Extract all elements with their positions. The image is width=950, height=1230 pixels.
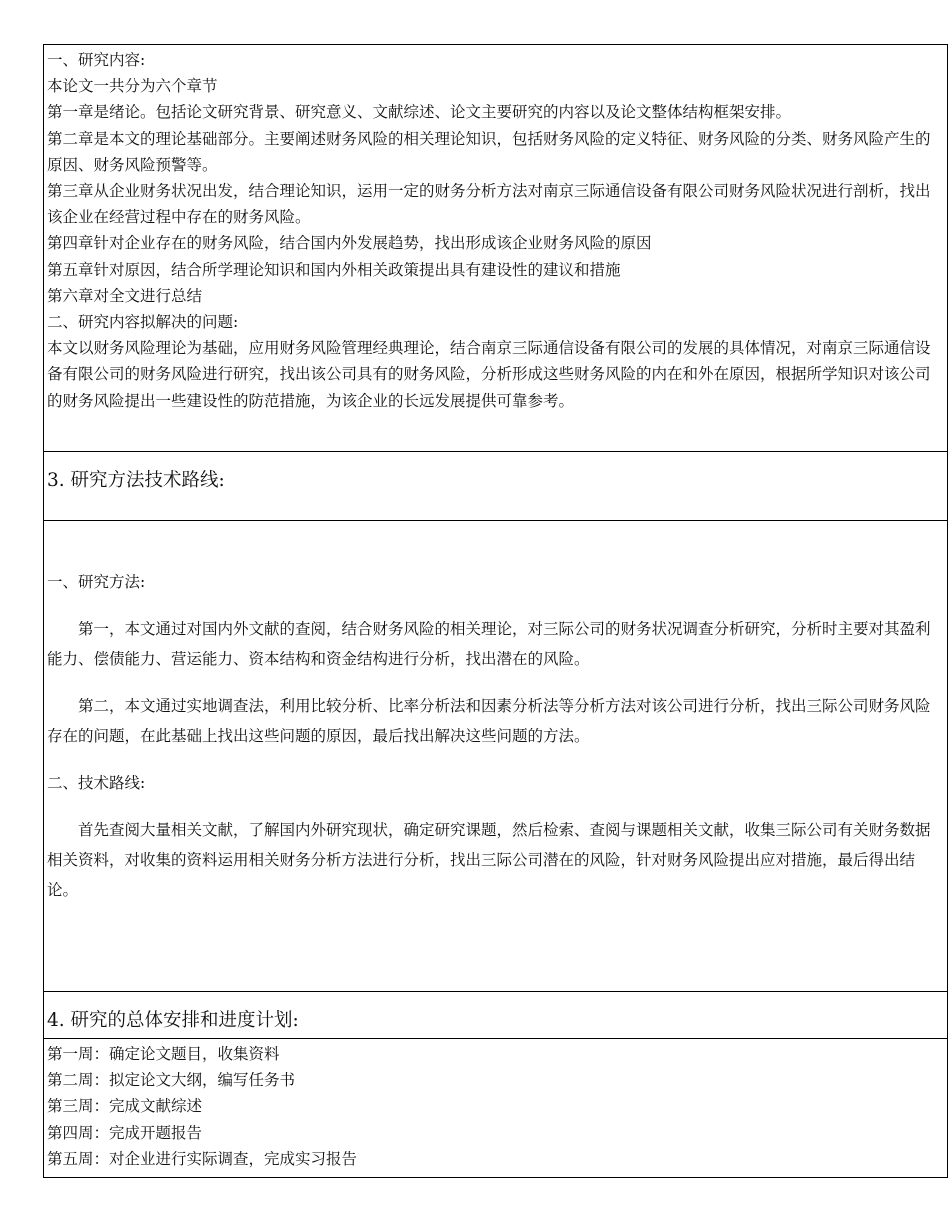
chapter-1: 第一章是绪论。包括论文研究背景、研究意义、文献综述、论文主要研究的内容以及论文整体结构框架安排。 (47, 103, 792, 122)
route-text: 首先查阅大量相关文献，了解国内外研究现状，确定研究课题，然后检索、查阅与课题相关文献，收集三际公司有关财务数据相关资料，对收集的资料运用相关财务分析方法进行分析，找出三际公司潜在的风险，针对财务风险提出应对措施，最后得出结论。 (47, 821, 931, 899)
methods-heading: 一、研究方法: (47, 573, 146, 591)
proposal-table (43, 44, 948, 1178)
chapter-4: 第四章针对企业存在的财务风险，结合国内外发展趋势，找出形成该企业财务风险的原因 (47, 234, 652, 253)
week-5: 第五周：对企业进行实际调查，完成实习报告 (47, 1149, 358, 1168)
research-content-heading: 一、研究内容: (47, 51, 146, 69)
methods-section-title: 3. 研究方法技术路线: (44, 452, 947, 521)
chapter-6: 第六章对全文进行总结 (47, 286, 203, 305)
schedule-cell (44, 1039, 947, 1177)
route-heading: 二、技术路线: (47, 774, 146, 792)
methods-cell (44, 521, 947, 992)
week-2: 第二周：拟定论文大纲，编写任务书 (47, 1071, 296, 1090)
problems-text: 本文以财务风险理论为基础，应用财务风险管理经典理论，结合南京三际通信设备有限公司的发展的具体情况，对南京三际通信设备有限公司的财务风险进行研究，找出该公司具有的财务风险，分析形成这些财务风险的内在和外在原因，根据所学知识对该公司的财务风险提出一些建设性的防范措施，为该企业的长远发展提供可靠参考。 (47, 339, 931, 410)
research-content-cell (44, 45, 947, 452)
method-1: 第一，本文通过对国内外文献的查阅，结合财务风险的相关理论，对三际公司的财务状况调查分析研究，分析时主要对其盈利能力、偿债能力、营运能力、资本结构和资金结构进行分析，找出潜在的风险。 (47, 620, 931, 668)
problems-heading: 二、研究内容拟解决的问题: (47, 313, 239, 332)
chapter-3: 第三章从企业财务状况出发，结合理论知识，运用一定的财务分析方法对南京三际通信设备有限公司财务风险状况进行剖析，找出该企业在经营过程中存在的财务风险。 (47, 182, 931, 227)
chapter-2: 第二章是本文的理论基础部分。主要阐述财务风险的相关理论知识，包括财务风险的定义特征、财务风险的分类、财务风险产生的原因、财务风险预警等。 (47, 129, 931, 174)
week-3: 第三周：完成文献综述 (47, 1097, 203, 1116)
chapter-5: 第五章针对原因，结合所学理论知识和国内外相关政策提出具有建设性的建议和措施 (47, 260, 621, 279)
chapters-intro: 本论文一共分为六个章节 (47, 77, 218, 96)
week-1: 第一周：确定论文题目，收集资料 (47, 1045, 280, 1063)
schedule-section-title: 4. 研究的总体安排和进度计划: (44, 992, 947, 1039)
method-2: 第二，本文通过实地调查法，利用比较分析、比率分析法和因素分析法等分析方法对该公司进行分析，找出三际公司财务风险存在的问题，在此基础上找出这些问题的原因，最后找出解决这些问题的方法。 (47, 697, 931, 745)
week-4: 第四周：完成开题报告 (47, 1123, 203, 1142)
